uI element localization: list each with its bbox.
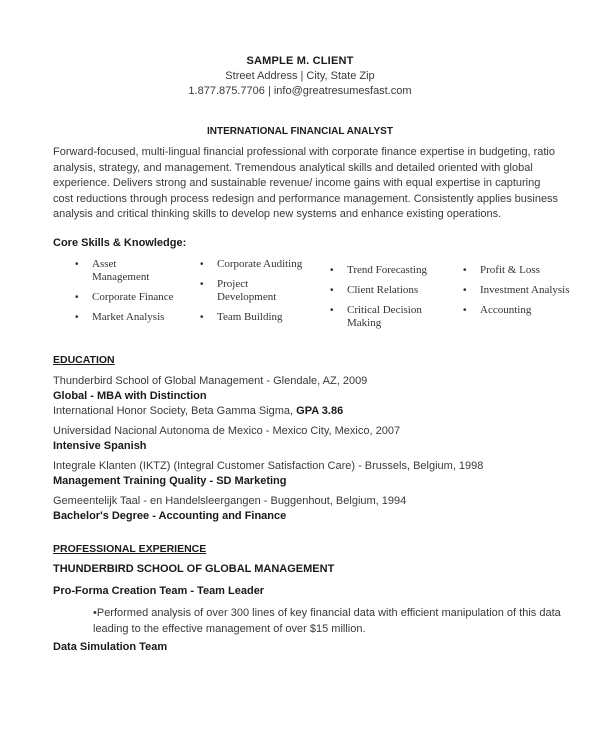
- education-school: Thunderbird School of Global Management - Glendale, AZ, 2009: [53, 375, 368, 387]
- contact-line: 1.877.875.7706 | info@greatresumesfast.com: [188, 85, 412, 97]
- skill-item: • Market Analysis: [75, 311, 175, 324]
- skill-item: • Client Relations: [330, 284, 445, 297]
- education-degree: Global - MBA with Distinction: [53, 390, 207, 402]
- skills-column-3: [330, 264, 445, 337]
- education-degree: Management Training Quality - SD Marketing: [53, 475, 287, 487]
- experience-heading: PROFESSIONAL EXPERIENCE: [53, 543, 207, 555]
- summary-paragraph: Forward-focused, multi-lingual financial professional with corporate finance expertise in budgeting, ratio analysis, strategy, and management. Tremendous analytical skills and detailed oriented with global experience. Delivers strong and sustainable revenue/ income gains with equal expertise in capturing cost reductions through process redesign and performance management. Consistently applies business analysis and critical thinking skills to develop new systems and enhance existing operations.: [53, 146, 559, 220]
- education-degree: Intensive Spanish: [53, 440, 147, 452]
- education-school: Integrale Klanten (IKTZ) (Integral Customer Satisfaction Care) - Brussels, Belgium, 1998: [53, 460, 484, 472]
- skill-item: • Corporate Auditing: [200, 258, 310, 271]
- education-school: Gemeentelijk Taal - en Handelsleergangen - Buggenhout, Belgium, 1994: [53, 495, 407, 507]
- candidate-name: SAMPLE M. CLIENT: [246, 55, 354, 67]
- role-title: Pro-Forma Creation Team - Team Leader: [53, 585, 265, 597]
- skills-heading: Core Skills & Knowledge:: [53, 237, 187, 249]
- skill-item: • Investment Analysis: [463, 284, 573, 297]
- employer-name: THUNDERBIRD SCHOOL OF GLOBAL MANAGEMENT: [53, 563, 335, 575]
- gpa-value: GPA 3.86: [296, 405, 344, 417]
- job-title: INTERNATIONAL FINANCIAL ANALYST: [207, 126, 393, 137]
- education-degree: Bachelor's Degree - Accounting and Finance: [53, 510, 287, 522]
- skills-column-4: [463, 264, 573, 324]
- education-school: Universidad Nacional Autonoma de Mexico - Mexico City, Mexico, 2007: [53, 425, 401, 437]
- education-honors: [53, 405, 343, 417]
- skills-column-1: [75, 258, 175, 331]
- skill-item: • Accounting: [463, 304, 573, 317]
- skill-item: • Trend Forecasting: [330, 264, 445, 277]
- skill-item: • Critical Decision Making: [330, 304, 445, 330]
- role-title: Data Simulation Team: [53, 641, 168, 653]
- skill-item: • Team Building: [200, 311, 310, 324]
- skill-item: • Project Development: [200, 278, 310, 304]
- skills-column-2: [200, 258, 310, 331]
- skill-item: • Corporate Finance: [75, 291, 175, 304]
- role-bullet: •Performed analysis of over 300 lines of key financial data with efficient manipulation of this data leading to the effective management of over $15 million.: [93, 607, 561, 635]
- honors-text: International Honor Society, Beta Gamma Sigma,: [53, 405, 297, 417]
- education-heading: EDUCATION: [53, 354, 115, 366]
- skill-item: • Asset Management: [75, 258, 175, 284]
- skill-item: • Profit & Loss: [463, 264, 573, 277]
- address-line: Street Address | City, State Zip: [225, 70, 375, 82]
